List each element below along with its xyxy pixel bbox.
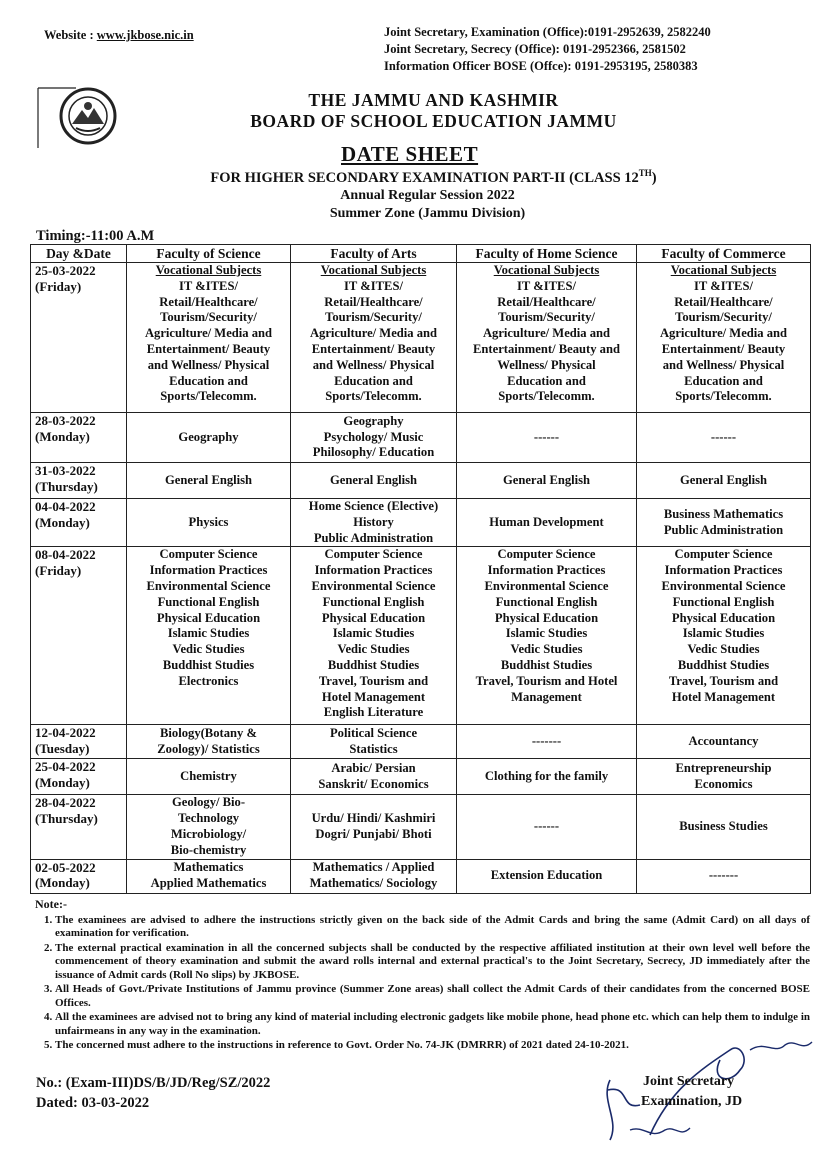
subject-line: Information Practices (664, 563, 783, 578)
subject-cell-arts (291, 725, 457, 759)
subject-line: Microbiology/ (170, 826, 247, 841)
subject-line: Vedic Studies (687, 642, 760, 657)
subject-cell-commerce (637, 859, 811, 893)
subject-line: Mathematics (173, 860, 244, 875)
note-item: 2. The external practical examination in all the concerned subjects shall be conducted by the respective affiliated institution at their own level well before the commencement of theory examination and submit the award rolls internal and external practical's to the Joint Secretary, Secrecy, JD immediately after the issuance of Admit cards (Roll No slips) by JKBOSE. (55, 942, 810, 983)
subject-cell-home (457, 547, 637, 725)
subject-line: Education and (684, 373, 763, 388)
date-sheet-table (30, 244, 811, 894)
subject-line: Tourism/Security/ (498, 310, 595, 325)
subject-line: Electronics (178, 673, 239, 688)
date-cell (31, 413, 127, 463)
subject-line: Mathematics / Applied (312, 860, 435, 875)
subject-cell-home (457, 795, 637, 859)
subject-cell-arts (291, 463, 457, 499)
subject-line: Extension Education (490, 868, 603, 883)
contact-line: Joint Secretary, Secrecy (Office): 0191-2952366, 2581502 (384, 42, 686, 56)
subject-line: Retail/Healthcare/ (324, 294, 423, 309)
subject-cell-science (127, 795, 291, 859)
col-header: Faculty of Science (127, 245, 291, 263)
subject-line: General English (679, 472, 768, 487)
note-item: 3. All Heads of Govt./Private Institutions of Jammu province (Summer Zone areas) shall collect the Admit Cards of their candidates from the concerned BOSE Offices. (55, 983, 810, 1010)
subject-cell-science (127, 463, 291, 499)
subject-line: Environmental Science (146, 578, 271, 593)
subject-line: Hotel Management (671, 689, 776, 704)
issue-date: Dated: 03-03-2022 (36, 1095, 150, 1111)
subject-line: Education and (334, 373, 413, 388)
subject-line: Environmental Science (661, 578, 786, 593)
subject-line: IT &ITES/ (344, 278, 403, 293)
table-row (31, 413, 811, 463)
exam-date: 25-04-2022 (35, 759, 96, 775)
subject-line: Philosophy/ Education (312, 445, 435, 460)
subject-line: ------ (710, 429, 737, 444)
subject-line: Clothing for the family (484, 768, 609, 783)
col-header: Faculty of Commerce (637, 245, 811, 263)
subject-line: Islamic Studies (167, 626, 250, 641)
subject-line: Buddhist Studies (162, 657, 255, 672)
exam-day: (Tuesday) (35, 741, 90, 757)
subject-line: Vedic Studies (510, 642, 583, 657)
board-name-line1: THE JAMMU AND KASHMIR (308, 90, 559, 110)
exam-subtitle (0, 168, 827, 187)
note-item: 5. The concerned must adhere to the instructions in reference to Govt. Order No. 74-JK (DMRRR) of 2021 dated 24-10-2021. (55, 1039, 810, 1053)
subject-cell-arts (291, 547, 457, 725)
contact-line: Joint Secretary, Examination (Office):0191-2952639, 2582240 (384, 25, 711, 39)
subject-line: and Wellness/ Physical (662, 357, 785, 372)
website-link[interactable]: www.jkbose.nic.in (96, 28, 194, 42)
vocational-heading: Vocational Subjects (155, 263, 262, 277)
date-cell (31, 759, 127, 795)
subject-cell-arts (291, 413, 457, 463)
exam-day: (Monday) (35, 775, 90, 791)
subject-line: Mathematics/ Sociology (309, 876, 438, 891)
subject-line: Functional English (322, 594, 425, 609)
subject-line: Buddhist Studies (500, 657, 593, 672)
subject-line: Tourism/Security/ (675, 310, 772, 325)
signatory-office: Examination, JD (641, 1094, 743, 1109)
subject-line: Tourism/Security/ (325, 310, 422, 325)
subject-cell-arts (291, 499, 457, 547)
subject-cell-commerce (637, 547, 811, 725)
subject-line: Information Practices (314, 563, 433, 578)
subject-line: General English (329, 472, 418, 487)
subject-line: Islamic Studies (682, 626, 765, 641)
date-cell (31, 859, 127, 893)
col-header: Faculty of Home Science (457, 245, 637, 263)
exam-day: (Monday) (35, 428, 90, 444)
table-row (31, 759, 811, 795)
exam-date: 02-05-2022 (35, 859, 96, 875)
table-row (31, 463, 811, 499)
subject-line: Public Administration (313, 530, 434, 545)
note-item: 4. All the examinees are advised not to bring any kind of material including electronic gadgets like mobile phone, head phone etc. which can help them to indulge in unfairmeans in any way in the examination. (55, 1011, 810, 1038)
note-item: 1. The examinees are advised to adhere the instructions strictly given on the back side of the Admit Cards and bring the same (Admit Card) on all days of examination for verification. (55, 914, 810, 941)
subject-cell-arts (291, 759, 457, 795)
subject-line: Business Mathematics (663, 506, 784, 521)
subject-line: Computer Science (159, 547, 258, 562)
subject-line: Agriculture/ Media and (482, 326, 611, 341)
table-row (31, 795, 811, 859)
subject-line: Education and (507, 373, 586, 388)
subject-line: Buddhist Studies (677, 657, 770, 672)
subject-line: Geography (343, 413, 404, 428)
contact-line: Information Officer BOSE (Offce): 0191-2953195, 2580383 (384, 59, 698, 73)
subject-line: Sports/Telecomm. (675, 389, 772, 404)
date-cell (31, 463, 127, 499)
reference-number: No.: (Exam-III)DS/B/JD/Reg/SZ/2022 (36, 1075, 271, 1091)
subject-cell-home (457, 463, 637, 499)
subject-line: Islamic Studies (332, 626, 415, 641)
subject-line: Computer Science (497, 547, 596, 562)
subject-cell-science (127, 263, 291, 413)
col-header: Day &Date (31, 245, 127, 263)
subject-line: ------ (533, 819, 560, 834)
exam-date: 04-04-2022 (35, 499, 96, 514)
subject-line: Computer Science (324, 547, 423, 562)
subject-line: Chemistry (180, 768, 237, 783)
date-cell (31, 795, 127, 859)
subject-line: Technology (177, 811, 240, 826)
table-row (31, 725, 811, 759)
subject-line: Entertainment/ Beauty and (473, 341, 620, 356)
exam-date: 28-03-2022 (35, 413, 96, 428)
subject-cell-commerce (637, 499, 811, 547)
subject-cell-arts (291, 263, 457, 413)
subject-line: Sports/Telecomm. (498, 389, 595, 404)
subject-line: Political Science (329, 726, 418, 741)
vocational-heading: Vocational Subjects (320, 263, 427, 277)
subject-line: Applied Mathematics (150, 876, 267, 891)
subject-line: Statistics (349, 741, 398, 756)
subject-line: Hotel Management (321, 689, 426, 704)
subject-line: Retail/Healthcare/ (159, 294, 258, 309)
subject-line: Entrepreneurship (675, 761, 772, 776)
exam-date: 28-04-2022 (35, 795, 96, 811)
subject-line: Vedic Studies (172, 642, 245, 657)
subject-cell-commerce (637, 263, 811, 413)
subject-line: Urdu/ Hindi/ Kashmiri (311, 811, 436, 826)
subject-cell-home (457, 499, 637, 547)
col-header: Faculty of Arts (291, 245, 457, 263)
subject-line: Retail/Healthcare/ (497, 294, 596, 309)
subject-line: Functional English (672, 594, 775, 609)
subject-line: Wellness/ Physical (497, 357, 596, 372)
subject-cell-home (457, 759, 637, 795)
subject-cell-commerce (637, 759, 811, 795)
subject-line: General English (164, 472, 253, 487)
subject-line: Home Science (Elective) (308, 499, 439, 513)
date-cell (31, 725, 127, 759)
subject-line: Environmental Science (484, 578, 609, 593)
subject-line: Travel, Tourism and (668, 673, 779, 688)
subject-cell-science (127, 859, 291, 893)
subject-line: ------- (531, 733, 562, 748)
subject-cell-science (127, 547, 291, 725)
table-header-row (31, 245, 811, 263)
signature-scribble (590, 1030, 820, 1150)
subject-line: Geography (178, 429, 239, 444)
subject-cell-commerce (637, 725, 811, 759)
subject-line: Geology/ Bio- (171, 795, 246, 810)
subject-line: Sanskrit/ Economics (318, 776, 429, 791)
subject-line: Agriculture/ Media and (309, 326, 438, 341)
table-row (31, 263, 811, 413)
date-cell (31, 499, 127, 547)
subject-line: Entertainment/ Beauty (146, 341, 271, 356)
exam-date: 12-04-2022 (35, 725, 96, 741)
exam-day: (Monday) (35, 875, 90, 891)
subject-line: Functional English (157, 594, 260, 609)
exam-sup: TH (638, 168, 652, 178)
subject-line: Computer Science (674, 547, 773, 562)
exam-date: 08-04-2022 (35, 547, 96, 563)
subject-cell-home (457, 859, 637, 893)
table-row (31, 859, 811, 893)
subject-line: Physical Education (156, 610, 261, 625)
exam-day: (Monday) (35, 514, 90, 530)
subject-line: Retail/Healthcare/ (674, 294, 773, 309)
exam-day: (Friday) (35, 278, 82, 294)
table-row (31, 547, 811, 725)
subject-cell-commerce (637, 795, 811, 859)
subject-line: Arabic/ Persian (331, 761, 416, 776)
subject-line: Dogri/ Punjabi/ Bhoti (315, 826, 432, 841)
subject-line: Agriculture/ Media and (659, 326, 788, 341)
subject-line: Tourism/Security/ (160, 310, 257, 325)
subject-cell-science (127, 759, 291, 795)
subject-line: Education and (169, 373, 248, 388)
subject-line: Public Administration (663, 522, 784, 537)
subject-cell-arts (291, 795, 457, 859)
subject-line: Entertainment/ Beauty (661, 341, 786, 356)
exam-day: (Thursday) (35, 811, 98, 827)
vocational-heading: Vocational Subjects (670, 263, 777, 277)
subject-line: Human Development (489, 514, 604, 529)
subject-line: Information Practices (149, 563, 268, 578)
subject-line: Buddhist Studies (327, 657, 420, 672)
signatory-title: Joint Secretary (643, 1074, 735, 1089)
subject-cell-home (457, 725, 637, 759)
exam-day: (Friday) (35, 563, 82, 579)
subject-line: Sports/Telecomm. (160, 389, 257, 404)
subject-line: Sports/Telecomm. (325, 389, 422, 404)
subject-cell-science (127, 413, 291, 463)
subject-cell-commerce (637, 413, 811, 463)
subject-line: IT &ITES/ (694, 278, 753, 293)
exam-name: FOR HIGHER SECONDARY EXAMINATION PART-II (CLASS 12 (210, 169, 639, 186)
subject-line: and Wellness/ Physical (312, 357, 435, 372)
zone-line: Summer Zone (Jammu Division) (329, 206, 526, 221)
subject-line: Business Studies (679, 819, 768, 834)
subject-line: Entertainment/ Beauty (311, 341, 436, 356)
website-line (44, 28, 194, 43)
subject-cell-home (457, 413, 637, 463)
subject-line: Zoology)/ Statistics (157, 741, 260, 756)
subject-line: Biology(Botany & (160, 726, 257, 741)
subject-line: ------ (533, 429, 560, 444)
subject-line: Islamic Studies (505, 626, 588, 641)
page-title: DATE SHEET (341, 142, 479, 166)
timing-label: Timing:-11:00 A.M (36, 228, 155, 244)
subject-line: Physics (188, 514, 229, 529)
subject-line: Physical Education (321, 610, 426, 625)
website-label: Website : (44, 28, 94, 42)
subject-line: Environmental Science (311, 578, 436, 593)
exam-date: 25-03-2022 (35, 263, 96, 278)
exam-end: ) (651, 169, 657, 186)
subject-line: IT &ITES/ (179, 278, 238, 293)
subject-line: English Literature (323, 705, 424, 720)
subject-line: Physical Education (494, 610, 599, 625)
subject-line: and Wellness/ Physical (147, 357, 270, 372)
date-cell (31, 263, 127, 413)
subject-line: Agriculture/ Media and (144, 326, 273, 341)
exam-date: 31-03-2022 (35, 463, 96, 478)
subject-line: Travel, Tourism and Hotel (475, 673, 618, 688)
subject-line: Physical Education (671, 610, 776, 625)
exam-day: (Thursday) (35, 478, 98, 494)
subject-line: Economics (694, 776, 753, 791)
subject-line: Psychology/ Music (323, 429, 424, 444)
contact-block (384, 24, 711, 75)
subject-line: General English (502, 472, 591, 487)
subject-cell-science (127, 499, 291, 547)
subject-line: IT &ITES/ (517, 278, 576, 293)
subject-line: Vedic Studies (337, 642, 410, 657)
date-cell (31, 547, 127, 725)
subject-line: Management (511, 689, 582, 704)
subject-line: ------- (708, 868, 739, 883)
subject-line: History (353, 514, 394, 529)
subject-line: Functional English (495, 594, 598, 609)
subject-line: Bio-chemistry (170, 842, 247, 857)
subject-line: Information Practices (487, 563, 606, 578)
subject-cell-commerce (637, 463, 811, 499)
table-row (31, 499, 811, 547)
subject-cell-home (457, 263, 637, 413)
notes-title: Note:- (35, 897, 67, 911)
subject-line: Travel, Tourism and (318, 673, 429, 688)
subject-line: Accountancy (688, 733, 759, 748)
board-name-line2: BOARD OF SCHOOL EDUCATION JAMMU (250, 111, 617, 131)
subject-cell-science (127, 725, 291, 759)
session-line: Annual Regular Session 2022 (340, 188, 515, 203)
vocational-heading: Vocational Subjects (493, 263, 600, 277)
subject-cell-arts (291, 859, 457, 893)
